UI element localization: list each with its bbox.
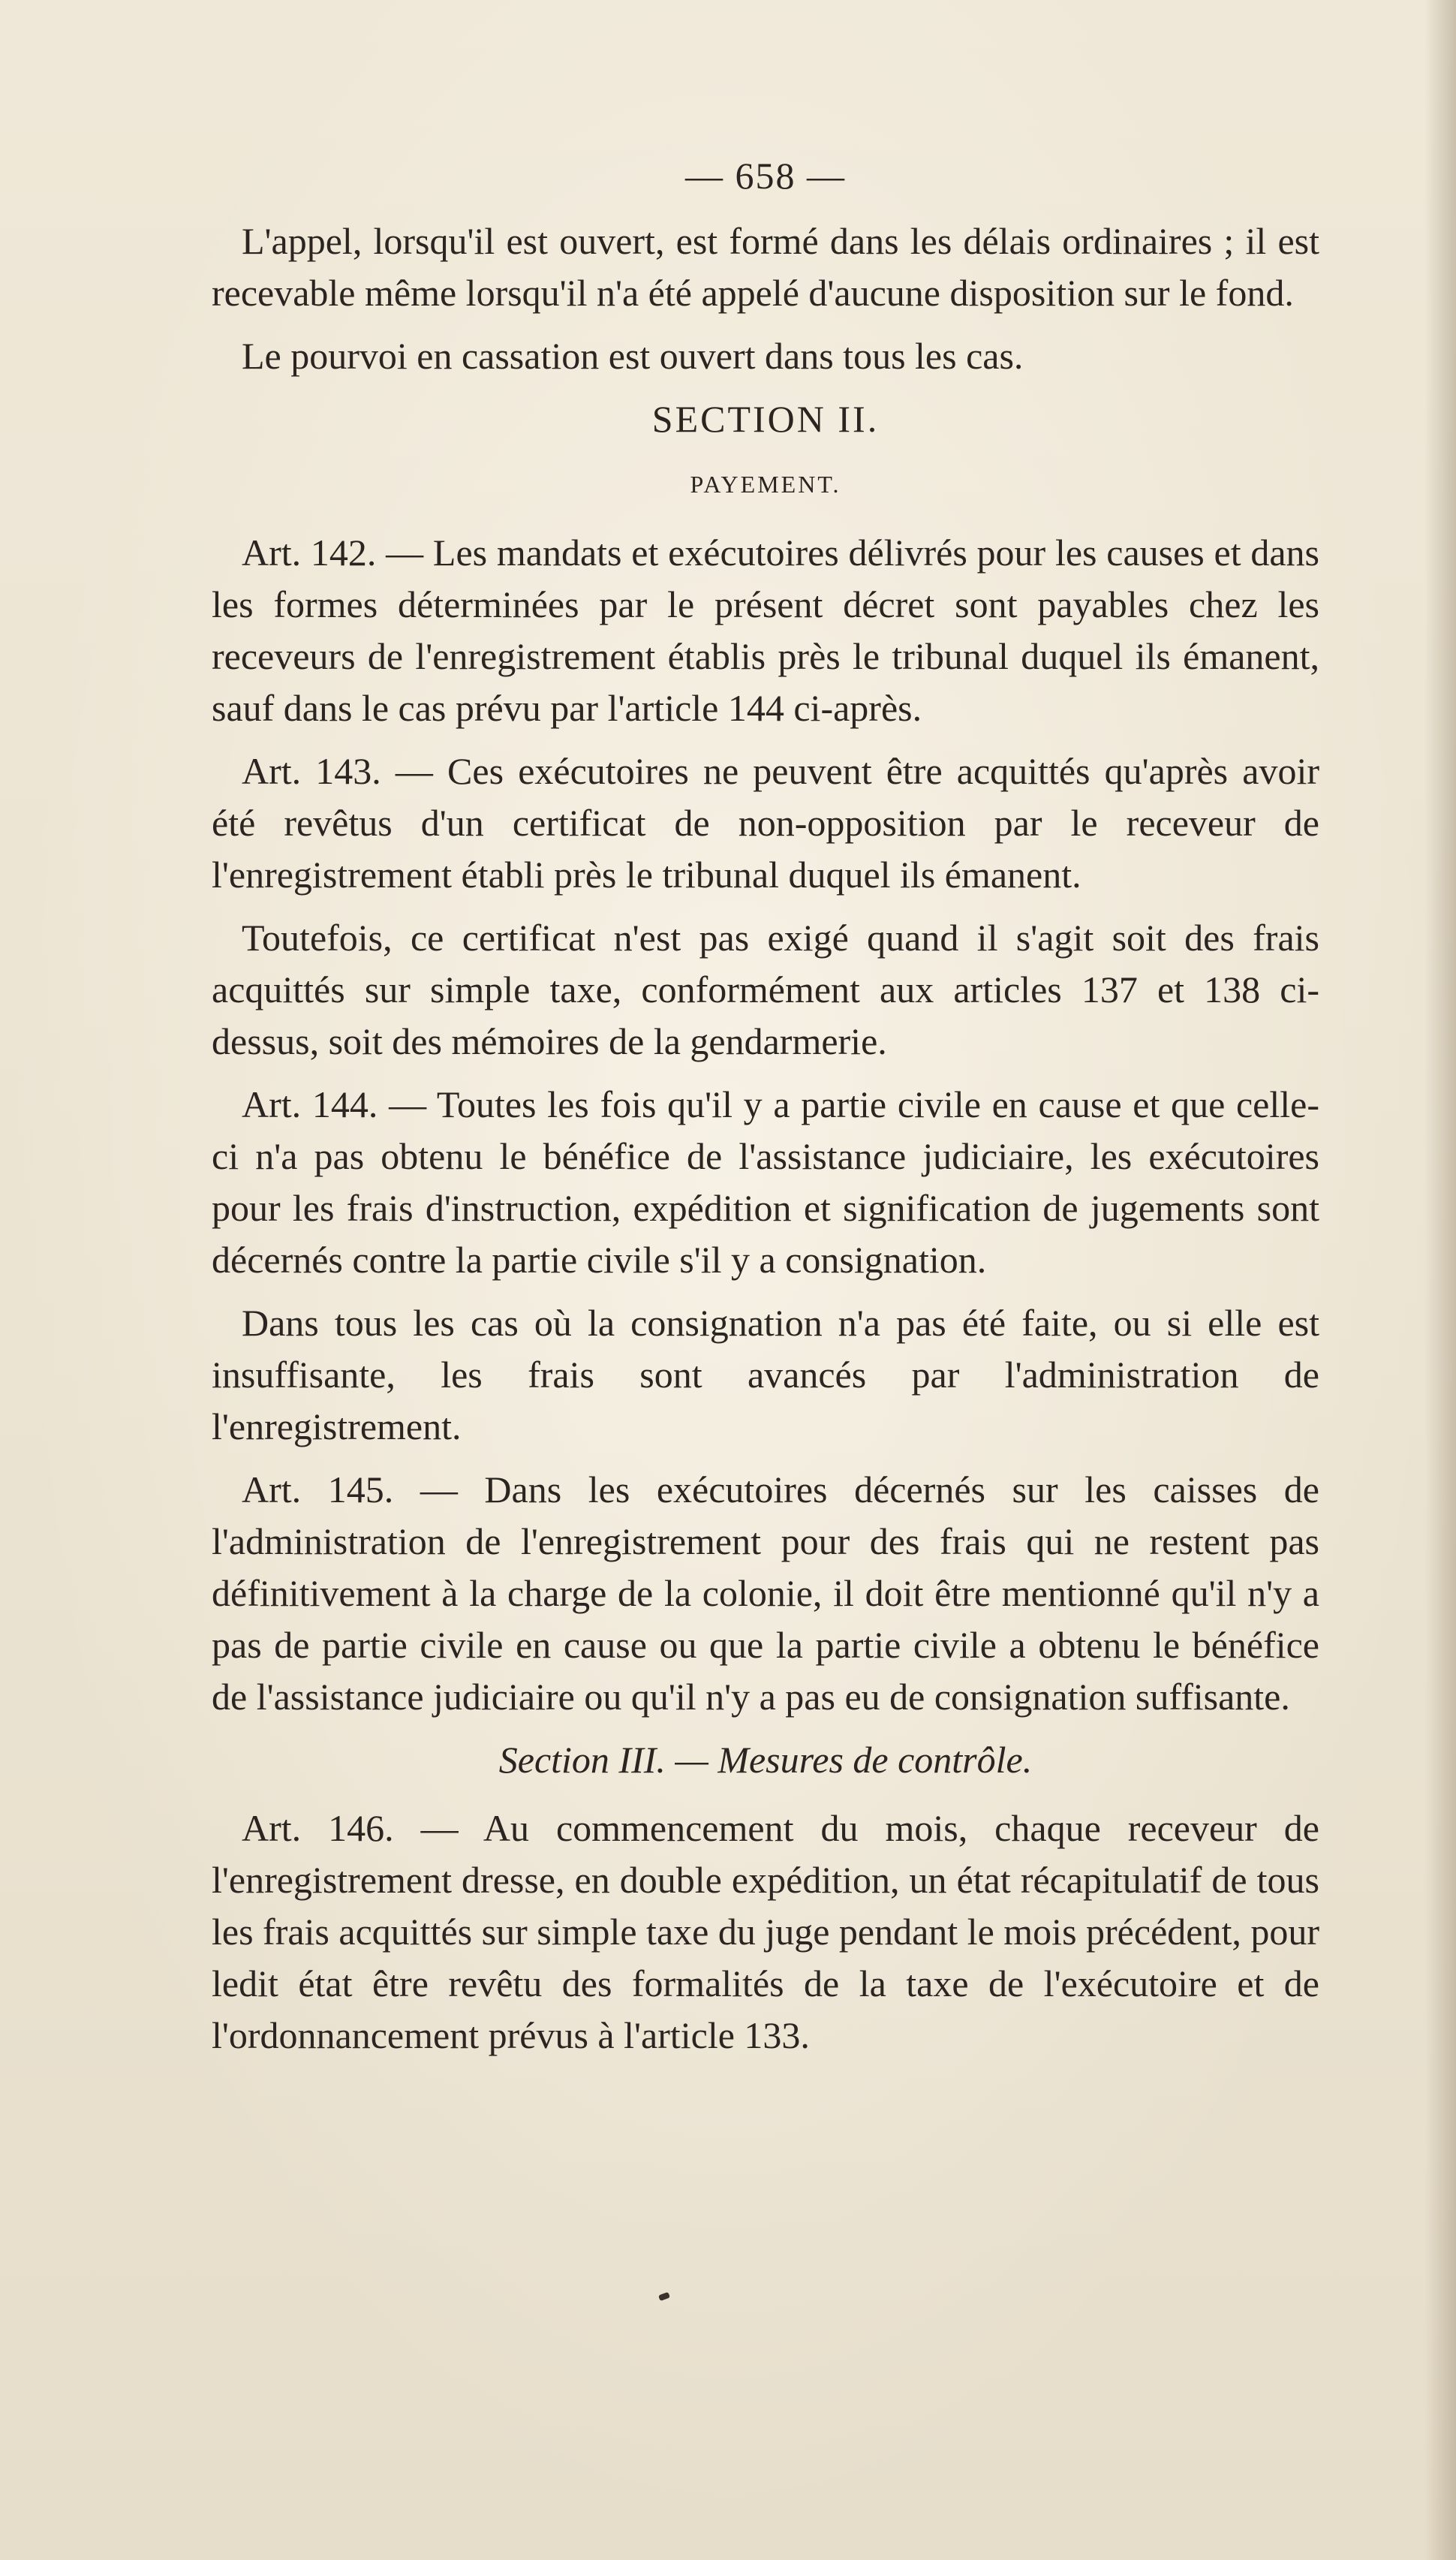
article-143: Art. 143. — Ces exécutoires ne peuvent être acquittés qu'après avoir été revêtus d'un certificat de non-opposition par le receveur de l'enregistrement établi près le tribunal duquel ils émanent. [212, 750, 1319, 896]
page-number: — 658 — [685, 155, 846, 197]
section-subtitle: PAYEMENT. [690, 471, 841, 498]
article-144-continued: Dans tous les cas où la consignation n'a pas été faite, ou si elle est insuffisante, les frais sont avancés par l'administration de l'enregistrement. [212, 1302, 1319, 1447]
article-145: Art. 145. — Dans les exécutoires décernés sur les caisses de l'administration de l'enregistrement pour des frais qui ne restent pas définitivement à la charge de la colonie, il doit être mentionné qu'il n'y a pas de partie civile en cause ou que la partie civile a obtenu le bénéfice de l'assistance judiciaire ou qu'il n'y a pas eu de consignation suffisante. [212, 1468, 1319, 1718]
article-142: Art. 142. — Les mandats et exécutoires délivrés pour les causes et dans les formes déterminées par le présent décret sont payables chez les receveurs de l'enregistrement établis près le tribunal duquel ils émanent, sauf dans le cas prévu par l'article 144 ci-après. [212, 532, 1319, 729]
paragraph-appel: L'appel, lorsqu'il est ouvert, est formé dans les délais ordinaires ; il est recevable même lorsqu'il n'a été appelé d'aucune disposition sur le fond. [212, 220, 1319, 314]
article-144: Art. 144. — Toutes les fois qu'il y a partie civile en cause et que celle-ci n'a pas obtenu le bénéfice de l'assistance judiciaire, les exécutoires pour les frais d'instruction, expédition et signification de jugements sont décernés contre la partie civile s'il y a consignation. [212, 1083, 1319, 1281]
paragraph-pourvoi: Le pourvoi en cassation est ouvert dans tous les cas. [242, 335, 1024, 377]
document-body [212, 150, 1319, 2073]
article-143-continued: Toutefois, ce certificat n'est pas exigé quand il s'agit soit des frais acquittés sur simple taxe, conformément aux articles 137 et 138 ci-dessus, soit des mémoires de la gendarmerie. [212, 917, 1319, 1062]
page-edge-shadow [1424, 0, 1456, 2560]
section-title: SECTION II. [651, 398, 880, 440]
article-146: Art. 146. — Au commencement du mois, chaque receveur de l'enregistrement dresse, en double expédition, un état récapitulatif de tous les frais acquittés sur simple taxe du juge pendant le mois précédent, pour ledit état être revêtu des formalités de la taxe de l'exécutoire et de l'ordonnancement prévus à l'article 133. [212, 1807, 1319, 2056]
section-3-title: Section III. — Mesures de contrôle. [498, 1739, 1033, 1781]
ink-mark [658, 2292, 670, 2301]
